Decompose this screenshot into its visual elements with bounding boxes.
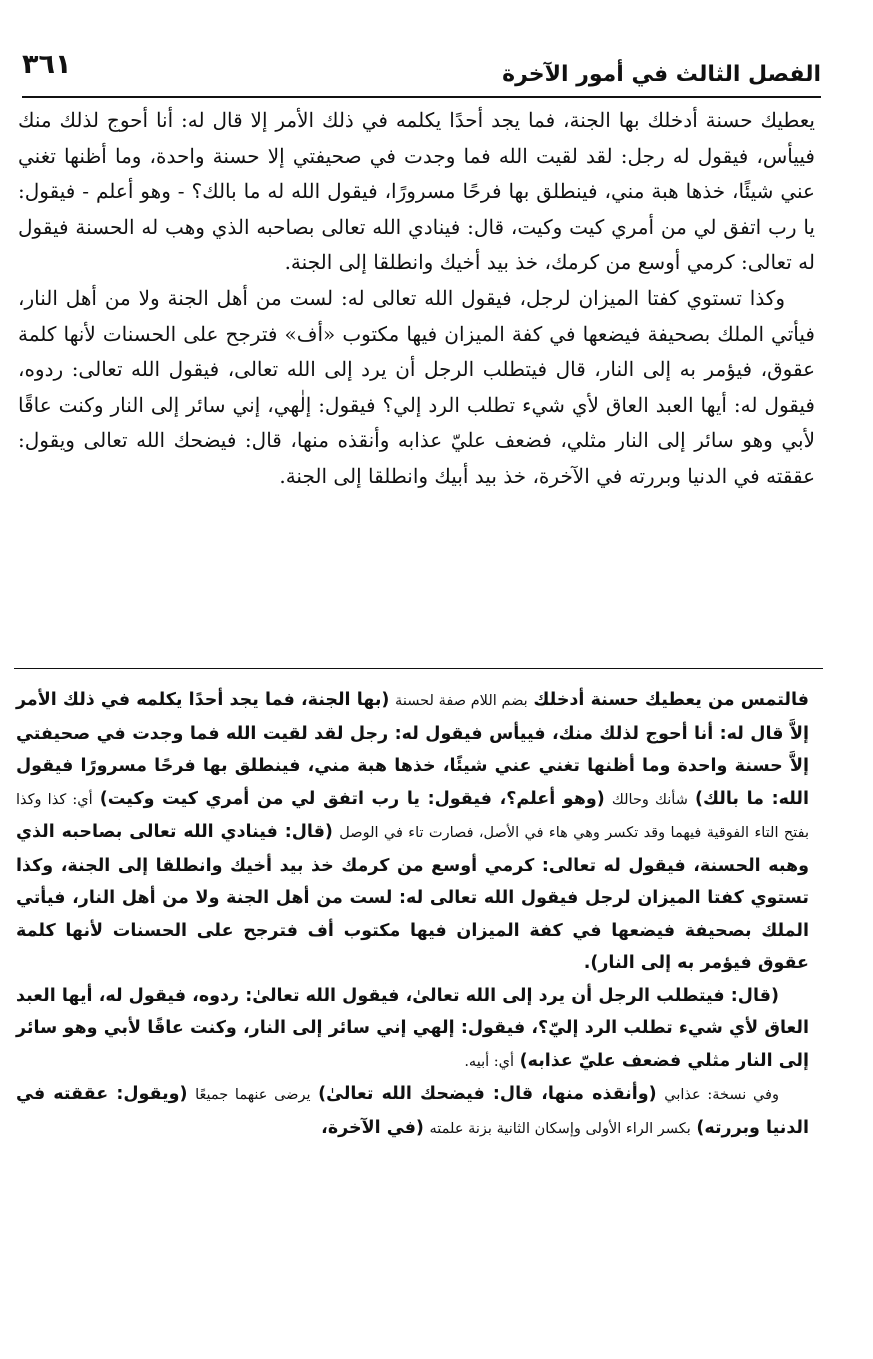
main-text [18,103,815,495]
commentary-note: وفي نسخة: عذابي [664,1087,779,1103]
commentary-paragraph [16,980,809,1079]
commentary-quote: (قال: فيتطلب الرجل أن يرد إلى الله تعالىٰ، فيقول الله تعالىٰ: ردوه، فيقول له، أيها العبد العاق لأي شيء تطلب الرد إليّ؟، فيقول: إلهي إني سائر إلى النار، وكنت عاقًا لأبي وهو سائر إلى النار مثلي فضعف عليّ عذابه) [16,985,809,1071]
commentary-note: أي: أبيه. [464,1053,515,1070]
commentary-quote: (وأنقذه منها، قال: فيضحك الله تعالىٰ) [318,1084,657,1104]
page-header [22,38,821,96]
commentary-quote: (وهو أعلم؟، فيقول: يا رب اتفق لي من أمري كيت وكيت) [99,788,605,809]
commentary-quote: فالتمس من يعطيك حسنة أدخلك [533,690,809,710]
commentary-quote: (بها الجنة، فما يجد أحدًا يكلمه في ذلك الأمر إلاَّ قال له: أنا أحوج لذلك منك، فييأس فيقول له: رجل لقد لقيت الله فما وجدت في صحيفتي إلاَّ حسنة واحدة وما أظنها تغني عني شيئًا، خذها هبة مني، فينطلق بها فرحًا مسرورًا فيقول الله: ما بالك) [16,690,809,809]
commentary-note: شأنك وحالك [611,791,688,808]
commentary-quote: (ويقول: عققته في الدنيا وبررته) [16,1084,809,1138]
commentary-note: بكسر الراء الأولى وإسكان الثانية بزنة علمته [429,1120,691,1137]
commentary [16,684,809,1145]
page-number: ٣٦١ [22,49,72,80]
commentary-paragraph [16,1078,809,1145]
commentary-note: أي: كذا وكذا بفتح التاء الفوقية فيهما وقد تكسر وهي هاء في الأصل، فصارت تاء في الوصل [16,791,809,841]
main-paragraph: يعطيك حسنة أدخلك بها الجنة، فما يجد أحدًا يكلمه في ذلك الأمر إلا قال له: أنا أحوج لذلك منك فييأس، فيقول له رجل: لقد لقيت الله فما وجدت في صحيفتي إلا حسنة واحدة، وما أظنها تغني عني شيئًا، خذها هبة مني، فينطلق بها فرحًا مسرورًا، فيقول الله له ما بالك؟ - وهو أعلم - فيقول: يا رب اتفق لي من أمري كيت وكيت، قال: فينادي الله تعالى بصاحبه الذي وهب له الحسنة فيقول له تعالى: كرمي أوسع من كرمك، خذ بيد أخيك وانطلقا إلى الجنة. [18,108,815,275]
commentary-quote: (في الآخرة، [321,1117,424,1138]
footnote-divider [14,668,823,669]
chapter-title: الفصل الثالث في أمور الآخرة [502,62,821,87]
commentary-quote: (قال: فينادي الله تعالى بصاحبه الذي وهبه الحسنة، فيقول له تعالى: كرمي أوسع من كرمك خذ بيد أخيك وانطلقا إلى الجنة، وكذا تستوي كفتا الميزان لرجل فيقول الله تعالى له: لست من أهل الجنة ولا من أهل النار، فيأتي الملك بصحيفة فيضعها في كفة الميزان فيها مكتوب أف فترجح على الحسنات لأنها كلمة عقوق فيؤمر به إلى النار). [16,822,809,973]
commentary-note: يرضى عنهما جميعًا [195,1087,311,1103]
main-paragraph: وكذا تستوي كفتا الميزان لرجل، فيقول الله تعالى له: لست من أهل الجنة ولا من أهل النار، فيأتي الملك بصحيفة فيضعها في كفة الميزان فيها مكتوب «أف» فترجح على الحسنات لأنها كلمة عقوق، فيؤمر به إلى النار، قال فيتطلب الرجل أن يرد إلى الله تعالى، فيقول الله تعالى: ردوه، فيقول له: أيها العبد العاق لأي شيء تطلب الرد إلي؟ فيقول: إلٰهي، إني سائر إلى النار وكنت عاقًا لأبي وهو سائر إلى النار مثلي، فضعف عليّ عذابه وأنقذه منها، قال: فيضحك الله تعالى ويقول: عققته في الدنيا وبررته في الآخرة، خذ بيد أبيك وانطلقا إلى الجنة. [18,285,815,488]
commentary-paragraph [16,684,809,980]
header-rule [22,96,821,98]
commentary-note: بضم اللام صفة لحسنة [395,693,528,709]
